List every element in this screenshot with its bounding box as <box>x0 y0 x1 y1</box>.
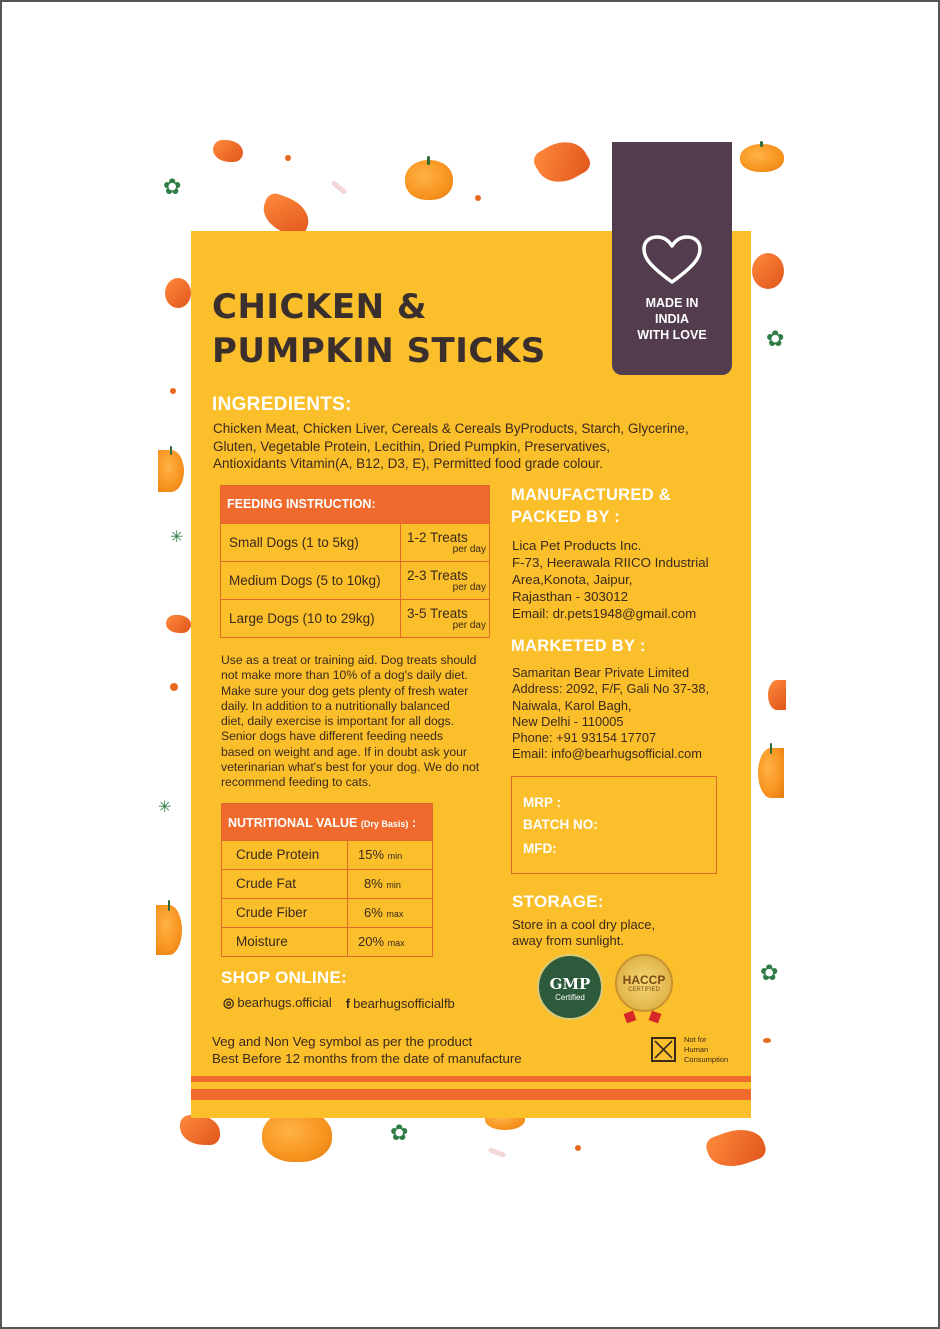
leaf-icon: ✳ <box>158 799 172 816</box>
facebook-link[interactable]: f bearhugsofficialfb <box>345 995 455 1011</box>
leaf-icon: ✿ <box>163 174 182 199</box>
social-links <box>223 995 455 1011</box>
manufacturer-details: Lica Pet Products Inc. F-73, Heerawala RIICO Industrial Area,Konota, Jaipur, Rajasthan - 303012 Email: dr.pets1948@gmail.com <box>512 538 709 621</box>
mfd-label: MFD: <box>523 841 557 856</box>
feeding-heading: FEEDING INSTRUCTION: <box>221 486 489 523</box>
batch-info-box <box>511 776 717 874</box>
pumpkin-icon <box>758 748 784 798</box>
haccp-certified-seal: HACCP CERTIFIED <box>615 954 673 1012</box>
instagram-link[interactable]: ◎ bearhugs.official <box>223 995 332 1010</box>
crumb-icon <box>285 155 291 161</box>
pumpkin-icon <box>156 905 182 955</box>
crumb-icon <box>475 195 481 201</box>
badge-text: MADE IN INDIA WITH LOVE <box>637 296 707 342</box>
leaf-icon: ✿ <box>760 960 779 985</box>
manufacturer-heading: MANUFACTURED & PACKED BY : <box>511 486 672 526</box>
leaf-icon: ✳ <box>170 529 184 546</box>
nutrition-heading: NUTRITIONAL VALUE (Dry Basis) : <box>222 804 432 840</box>
table-row: Crude Fiber 6% max <box>222 898 432 927</box>
usage-instructions: Use as a treat or training aid. Dog treats should not make more than 10% of a dog's daily diet. Make sure your dog gets plenty of fresh water daily. In addition to a nutritionally balanced diet, daily exercise is important for all dogs. Senior dogs have different feeding needs based on weight and age. If in doubt ask your veterinarian what's best for your dog. We do not recommend feeding to cats. <box>221 653 480 790</box>
leaf-icon: ✿ <box>390 1120 409 1145</box>
product-title: CHICKEN & PUMPKIN STICKS <box>212 287 546 371</box>
made-in-india-badge <box>612 142 732 375</box>
decorative-stripe <box>191 1089 751 1100</box>
chicken-drumstick-icon <box>752 253 784 289</box>
gmp-certified-seal: GMP Certified <box>537 954 603 1020</box>
ingredients-text: Chicken Meat, Chicken Liver, Cereals & Cereals ByProducts, Starch, Glycerine, Gluten, Vegetable Protein, Lecithin, Dried Pumpkin, Preservatives, Antioxidants Vitamin(A, B12, D3, E), Permitted food grade colour. <box>213 421 689 471</box>
table-row: Moisture 20% max <box>222 927 432 956</box>
feeding-table <box>220 485 490 638</box>
crumb-icon <box>170 388 176 394</box>
storage-text: Store in a cool dry place, away from sunlight. <box>512 917 656 948</box>
pumpkin-icon <box>740 144 784 172</box>
pumpkin-icon <box>158 450 184 492</box>
heart-icon <box>640 234 704 286</box>
pumpkin-icon <box>405 160 453 200</box>
instagram-icon: ◎ <box>223 995 235 1010</box>
marketer-details: Samaritan Bear Private Limited Address: 2092, F/F, Gali No 37-38, Naiwala, Karol Bagh, New Delhi - 110005 Phone: +91 93154 17707 Email: info@bearhugsofficial.com <box>512 665 710 762</box>
ingredients-heading: INGREDIENTS: <box>212 394 352 415</box>
facebook-icon: f <box>345 995 351 1011</box>
not-for-human-consumption-icon <box>651 1037 676 1062</box>
table-row: Crude Fat 8% min <box>222 869 432 898</box>
mrp-label: MRP : <box>523 795 562 810</box>
shop-heading: SHOP ONLINE: <box>221 968 348 987</box>
table-row: Medium Dogs (5 to 10kg) 2-3 Treats per day <box>221 561 489 599</box>
crumb-icon <box>170 683 178 691</box>
storage-heading: STORAGE: <box>512 892 604 911</box>
batch-no-label: BATCH NO: <box>523 817 598 832</box>
table-row: Small Dogs (1 to 5kg) 1-2 Treats per day <box>221 523 489 561</box>
nutrition-table <box>221 803 433 957</box>
table-row: Crude Protein 15% min <box>222 840 432 869</box>
table-row: Large Dogs (10 to 29kg) 3-5 Treats per day <box>221 599 489 637</box>
marketer-heading: MARKETED BY : <box>511 637 646 655</box>
decorative-stripe <box>191 1076 751 1082</box>
leaf-icon: ✿ <box>766 326 785 351</box>
chicken-icon <box>768 680 786 710</box>
crumb-icon <box>763 1038 771 1043</box>
not-for-human-consumption-text: Not for Human Consumption <box>684 1035 729 1064</box>
chicken-wing-icon <box>166 615 191 633</box>
footer-notes: Veg and Non Veg symbol as per the product Best Before 12 months from the date of manufacture <box>212 1034 522 1066</box>
crumb-icon <box>575 1145 581 1151</box>
chicken-icon <box>165 278 191 308</box>
